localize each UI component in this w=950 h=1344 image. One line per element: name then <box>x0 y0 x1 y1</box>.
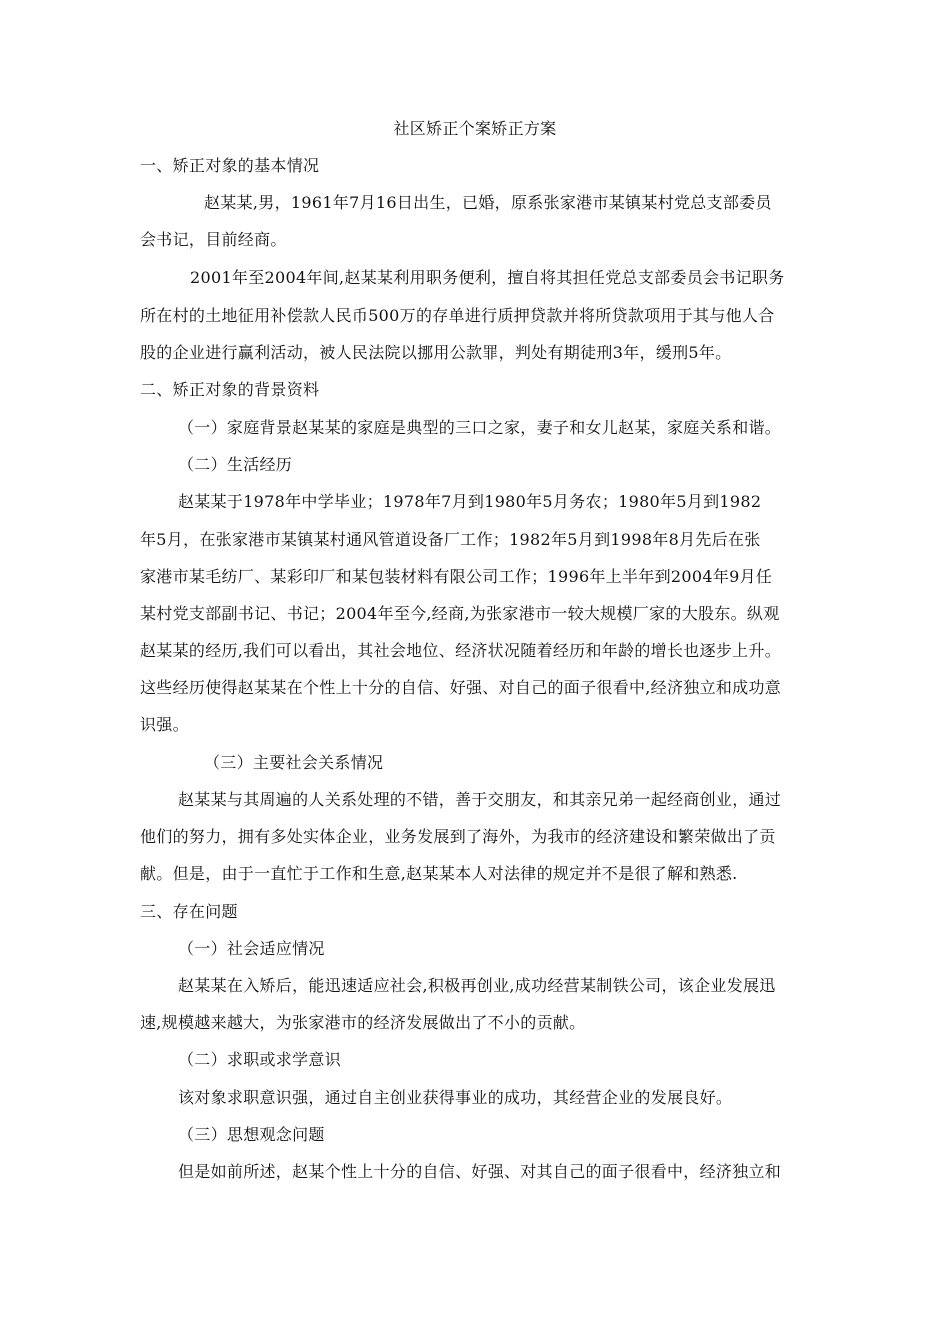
paragraph-line: 该对象求职意识强，通过自主创业获得事业的成功，其经营企业的发展良好。 <box>178 1088 733 1107</box>
subsection-heading: （一）社会适应情况 <box>178 939 325 958</box>
paragraph-line: 赵某某于1978年中学毕业；1978年7月到1980年5月务农；1980年5月到1982 <box>178 492 762 511</box>
paragraph-line: 股的企业进行赢利活动，被人民法院以挪用公款罪，判处有期徒刑3年，缓刑5年。 <box>140 343 732 362</box>
paragraph-line: 他们的努力，拥有多处实体企业，业务发展到了海外，为我市的经济建设和繁荣做出了贡 <box>140 827 776 846</box>
paragraph-line: 赵某某在入矫后，能迅速适应社会,积极再创业,成功经营某制铁公司，该企业发展迅 <box>178 976 776 995</box>
subsection-heading: （三）思想观念问题 <box>178 1125 325 1144</box>
section-heading-3: 三、存在问题 <box>140 902 238 921</box>
subsection-heading: （二）求职或求学意识 <box>178 1050 342 1069</box>
paragraph-line: 某村党支部副书记、书记；2004年至今,经商,为张家港市一较大规模厂家的大股东。纵观 <box>140 604 780 623</box>
paragraph-line: 识强。 <box>140 715 189 734</box>
subsection-heading: （二）生活经历 <box>178 455 293 474</box>
subsection-heading: （三）主要社会关系情况 <box>204 753 384 772</box>
paragraph-line: 2001年至2004年间,赵某某利用职务便利，擅自将其担任党总支部委员会书记职务 <box>190 268 785 287</box>
paragraph-line: 会书记，目前经商。 <box>140 230 287 249</box>
paragraph-line: 赵某某与其周遍的人关系处理的不错，善于交朋友，和其亲兄弟一起经商创业，通过 <box>178 790 782 809</box>
paragraph-line: 赵某某的经历,我们可以看出，其社会地位、经济状况随着经历和年龄的增长也逐步上升。 <box>140 641 782 660</box>
paragraph-line: 年5月，在张家港市某镇某村通风管道设备厂工作；1982年5月到1998年8月先后在张 <box>140 530 761 549</box>
section-heading-1: 一、矫正对象的基本情况 <box>140 156 320 175</box>
section-heading-2: 二、矫正对象的背景资料 <box>140 380 320 399</box>
paragraph-line: 献。但是，由于一直忙于工作和生意,赵某某本人对法律的规定并不是很了解和熟悉. <box>140 864 738 883</box>
paragraph-line: 但是如前所述，赵某个性上十分的自信、好强、对其自己的面子很看中，经济独立和 <box>178 1162 782 1181</box>
paragraph-line: 这些经历使得赵某某在个性上十分的自信、好强、对自己的面子很看中,经济独立和成功意 <box>140 678 782 697</box>
paragraph-line: 赵某某,男，1961年7月16日出生，已婚，原系张家港市某镇某村党总支部委员 <box>204 193 772 212</box>
paragraph-line: 所在村的土地征用补偿款人民币500万的存单进行质押贷款并将所贷款项用于其与他人合 <box>140 306 775 325</box>
paragraph-line: 家港市某毛纺厂、某彩印厂和某包装材料有限公司工作；1996年上半年到2004年9月任 <box>140 567 773 586</box>
paragraph-line: 速,规模越来越大，为张家港市的经济发展做出了不小的贡献。 <box>140 1013 586 1032</box>
document-title: 社区矫正个案矫正方案 <box>393 119 557 138</box>
subsection-line: （一）家庭背景赵某某的家庭是典型的三口之家，妻子和女儿赵某，家庭关系和谐。 <box>178 418 782 437</box>
